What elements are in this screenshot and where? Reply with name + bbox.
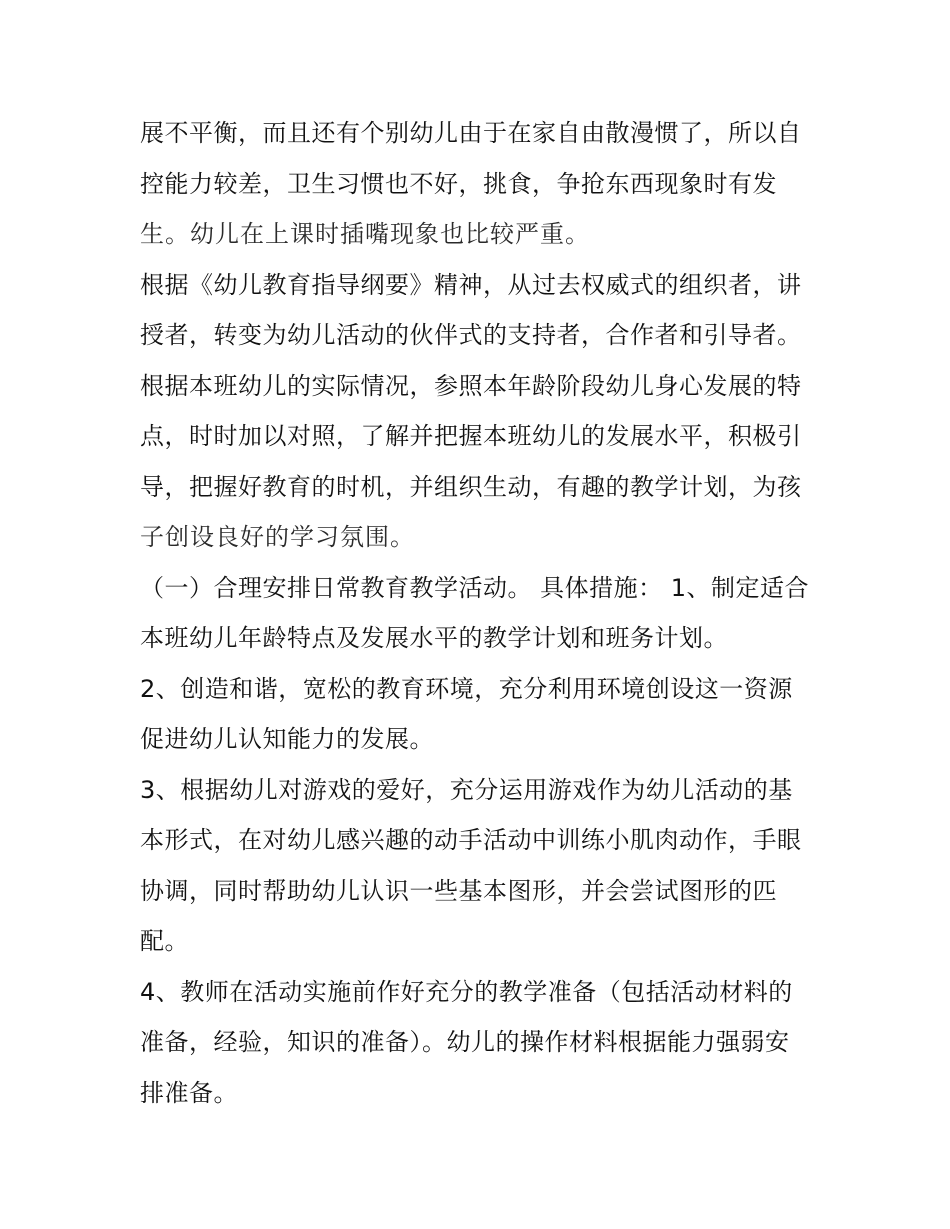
text-line: 准备，经验，知识的准备）。幼儿的操作材料根据能力强弱安: [140, 1028, 790, 1056]
text-line: 本班幼儿年龄特点及发展水平的教学计划和班务计划。: [140, 624, 728, 652]
text-line: 控能力较差，卫生习惯也不好，挑食，争抢东西现象时有发: [140, 169, 777, 198]
document-body: [140, 108, 815, 1118]
text-line: 根据《幼儿教育指导纲要》精神，从过去权威式的组织者，讲: [140, 270, 802, 299]
text-line: 导，把握好教育的时机，并组织生动，有趣的教学计划，为孩: [140, 472, 802, 501]
text-line: 配。: [140, 927, 189, 955]
text-line: 2、创造和谐，宽松的教育环境，充分利用环境创设这一资源: [140, 674, 793, 703]
text-line: 生。幼儿在上课时插嘴现象也比较严重。: [140, 220, 590, 248]
text-line: 子创设良好的学习氛围。: [140, 523, 415, 551]
text-line: 促进幼儿认知能力的发展。: [140, 725, 434, 753]
text-line: 本形式，在对幼儿感兴趣的动手活动中训练小肌肉动作，手眼: [140, 826, 802, 854]
text-line: 点，时时加以对照，了解并把握本班幼儿的发展水平，积极引: [140, 422, 802, 450]
text-line: 排准备。: [140, 1078, 238, 1107]
text-line: 根据本班幼儿的实际情况，参照本年龄阶段幼儿身心发展的特: [140, 371, 802, 400]
text-line: 展不平衡，而且还有个别幼儿由于在家自由散漫惯了，所以自: [140, 119, 802, 147]
text-line: 4、教师在活动实施前作好充分的教学准备（包括活动材料的: [140, 977, 793, 1006]
text-line: 3、根据幼儿对游戏的爱好，充分运用游戏作为幼儿活动的基: [140, 775, 793, 804]
text-line: （一）合理安排日常教育教学活动。 具体措施： 1、制定适合: [140, 573, 810, 602]
text-line: 授者，转变为幼儿活动的伙伴式的支持者，合作者和引导者。: [140, 321, 802, 349]
text-line: 协调，同时帮助幼儿认识一些基本图形，并会尝试图形的匹: [140, 876, 777, 905]
